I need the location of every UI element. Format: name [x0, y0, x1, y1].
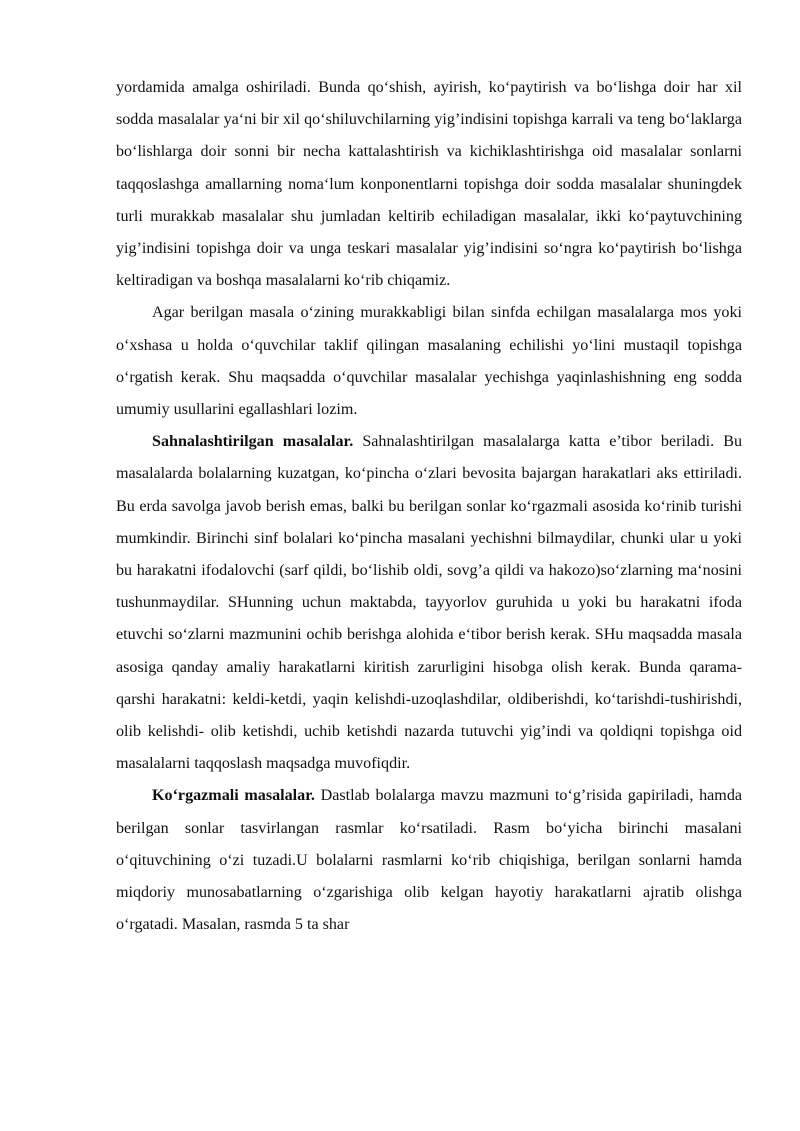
paragraph-1-text: yordamida amalga oshiriladi. Bunda qo‘shish, ayirish, ko‘paytirish va bo‘lishga doir har xil sodda masalalar ya‘ni bir xil qo‘shiluvchilarning yig’indisini topishga karrali va teng bo‘laklarga bo‘lishlarga doir sonni bir necha kattalashtirish va kichiklashtirishga oid masalalar sonlarni taqqoslashga amallarning noma‘lum konponentlarni topishga doir sodda masalalar shuningdek turli murakkab masalalar shu jumladan keltirib echiladigan masalalar, ikki ko‘paytuvchining yig’indisini topishga doir va unga teskari masalalar yig’indisini so‘ngra ko‘paytirish bo‘lishga keltiradigan va boshqa masalalarni ko‘rib chiqamiz.: [116, 79, 742, 290]
paragraph-3: [116, 426, 742, 780]
paragraph-3-text: Sahnalashtirilgan masalalarga katta e’tibor beriladi. Bu masalalarda bolalarning kuzatgan, ko‘pincha o‘zlari bevosita bajargan harakatlari aks ettiriladi. Bu erda savolga javob berish emas, balki bu berilgan sonlar ko‘rgazmali asosida ko‘rinib turishi mumkindir. Birinchi sinf bolalari ko‘pincha masalani yechishni bilmaydilar, chunki ular u yoki bu harakatni ifodalovchi (sarf qildi, bo‘lishib oldi, sovg’a qildi va hakozo)so‘zlarning ma‘nosini tushunmaydilar. SHunning uchun maktabda, tayyorlov guruhida u yoki bu harakatni ifoda etuvchi so‘zlarni mazmunini ochib berishga alohida e‘tibor berish kerak. SHu maqsadda masala asosiga qanday amaliy harakatlarni kiritish zarurligini hisobga olish kerak. Bunda qarama- qarshi harakatni: keldi-ketdi, yaqin kelishdi-uzoqlashdilar, oldiberishdi, ko‘tarishdi-tushirishdi, olib kelishdi- olib ketishdi, uchib ketishdi nazarda tutuvchi yig’indi va qoldiqni topishga oid masalalarni taqqoslash maqsadga muvofiqdir.: [116, 433, 742, 773]
paragraph-1: [116, 72, 742, 297]
paragraph-4-heading: Ko‘rgazmali masalalar.: [152, 787, 315, 805]
paragraph-2-text: Agar berilgan masala o‘zining murakkabligi bilan sinfda echilgan masalalarga mos yoki o‘xshasa u holda o‘quvchilar taklif qilingan masalaning echilishi yo‘lini mustaqil topishga o‘rgatish kerak. Shu maqsadda o‘quvchilar masalalar yechishga yaqinlashishning eng sodda umumiy usullarini egallashlari lozim.: [116, 304, 742, 419]
paragraph-4-text: Dastlab bolalarga mavzu mazmuni to‘g’risida gapiriladi, hamda berilgan sonlar tasvirlangan rasmlar ko‘rsatiladi. Rasm bo‘yicha birinchi masalani o‘qituvchining o‘zi tuzadi.U bolalarni rasmlarni ko‘rib chiqishiga, berilgan sonlarni hamda miqdoriy munosabatlarning o‘zgarishiga olib kelgan hayotiy harakatlarni ajratib olishga o‘rgatadi. Masalan, rasmda 5 ta shar: [116, 787, 743, 934]
paragraph-3-heading: Sahnalashtirilgan masalalar.: [152, 433, 354, 451]
paragraph-4: [116, 780, 742, 941]
paragraph-2: [116, 297, 742, 426]
document-page: [116, 72, 742, 941]
